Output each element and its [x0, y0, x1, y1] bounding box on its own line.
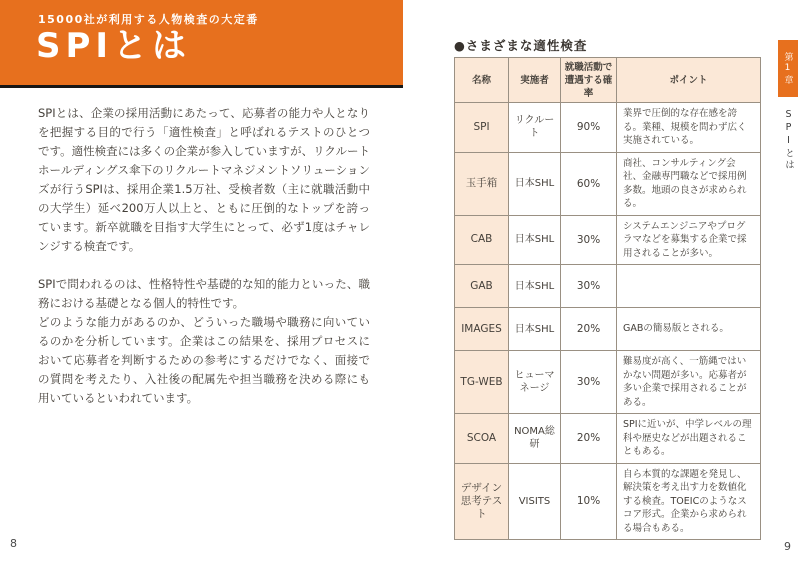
table-row [455, 152, 761, 215]
test-point: 商社、コンサルティング会社、金融専門職などで採用例多数。地頭の良さが求められる。 [617, 152, 761, 215]
table-row [455, 308, 761, 351]
test-rate: 60% [561, 152, 617, 215]
col-header-provider: 実施者 [509, 58, 561, 103]
paragraph-intro: SPIとは、企業の採用活動にあたって、応募者の能力や人となりを把握する目的で行う「適性検査」と呼ばれるテストのひとつです。適性検査には多くの企業が参入していますが、リクルートホールディングス傘下のリクルートマネジメントソリューションズが行うSPIは、採用企業1.5万社、受検者数（主に就職活動中の大学生）延べ200万人以上と、ともに圧倒的なトップを誇っています。新卒就職を目指す大学生にとって、必ず1度はチャレンジする検査です。 [38, 106, 371, 253]
test-point: 自ら本質的な課題を発見し、解決策を考え出す力を数値化する検査。TOEICのようなスコア形式。企業から求められる場合もある。 [617, 463, 761, 540]
page-number-right: 9 [784, 540, 791, 553]
chapter-tab-number: 第1章 [778, 40, 798, 97]
test-point: GABの簡易版とされる。 [617, 308, 761, 351]
table-row [455, 215, 761, 265]
table-row [455, 351, 761, 414]
chapter-tab-title: SPIとは [783, 109, 794, 171]
table-row [455, 463, 761, 540]
col-header-name: 名称 [455, 58, 509, 103]
test-provider: ヒューマネージ [509, 351, 561, 414]
test-rate: 30% [561, 351, 617, 414]
test-point: 難易度が高く、一筋縄ではいかない問題が多い。応募者が多い企業で採用されることがある。 [617, 351, 761, 414]
test-name: SCOA [455, 414, 509, 464]
test-name: TG-WEB [455, 351, 509, 414]
col-header-rate: 就職活動で遭遇する確率 [561, 58, 617, 103]
chapter-tab [777, 40, 799, 171]
col-header-point: ポイント [617, 58, 761, 103]
table-header-row [455, 58, 761, 103]
test-provider: リクルート [509, 103, 561, 153]
test-rate: 20% [561, 308, 617, 351]
test-name: GAB [455, 265, 509, 308]
test-provider: NOMA総研 [509, 414, 561, 464]
aptitude-test-table [454, 57, 761, 540]
test-name: IMAGES [455, 308, 509, 351]
header-tagline: 15000社が利用する人物検査の大定番 [38, 13, 259, 26]
test-rate: 30% [561, 215, 617, 265]
test-rate: 10% [561, 463, 617, 540]
test-point [617, 265, 761, 308]
test-point: システムエンジニアやプログラマなどを募集する企業で採用されることが多い。 [617, 215, 761, 265]
test-provider: 日本SHL [509, 308, 561, 351]
test-provider: VISITS [509, 463, 561, 540]
test-name: デザイン思考テスト [455, 463, 509, 540]
test-rate: 20% [561, 414, 617, 464]
paragraph-traits: SPIで問われるのは、性格特性や基礎的な知的能力といった、職務における基礎となる個人的特性です。 [38, 277, 370, 310]
paragraph-analysis: どのような能力があるのか、どういった職場や職務に向いているのかを分析しています。企業はこの結果を、採用プロセスにおいて応募者を判断するための参考にするだけでなく、面接での質問を考えたり、入社後の配属先や担当職務を決める際にも用いているといわれています。 [38, 315, 370, 405]
section-title: ●さまざまな適性検査 [454, 38, 588, 53]
page-number-left: 8 [10, 537, 17, 550]
body-text [38, 104, 370, 408]
test-name: CAB [455, 215, 509, 265]
right-page [400, 0, 800, 568]
test-rate: 90% [561, 103, 617, 153]
test-point: 業界で圧倒的な存在感を誇る。業種、規模を問わず広く実施されている。 [617, 103, 761, 153]
test-name: SPI [455, 103, 509, 153]
test-provider: 日本SHL [509, 152, 561, 215]
test-rate: 30% [561, 265, 617, 308]
table-row [455, 414, 761, 464]
test-provider: 日本SHL [509, 265, 561, 308]
chapter-header [0, 0, 403, 88]
test-provider: 日本SHL [509, 215, 561, 265]
test-point: SPIに近いが、中学レベルの理科や歴史などが出題されることもある。 [617, 414, 761, 464]
table-row [455, 103, 761, 153]
table-row [455, 265, 761, 308]
test-name: 玉手箱 [455, 152, 509, 215]
page-title: SPIとは [36, 26, 192, 66]
